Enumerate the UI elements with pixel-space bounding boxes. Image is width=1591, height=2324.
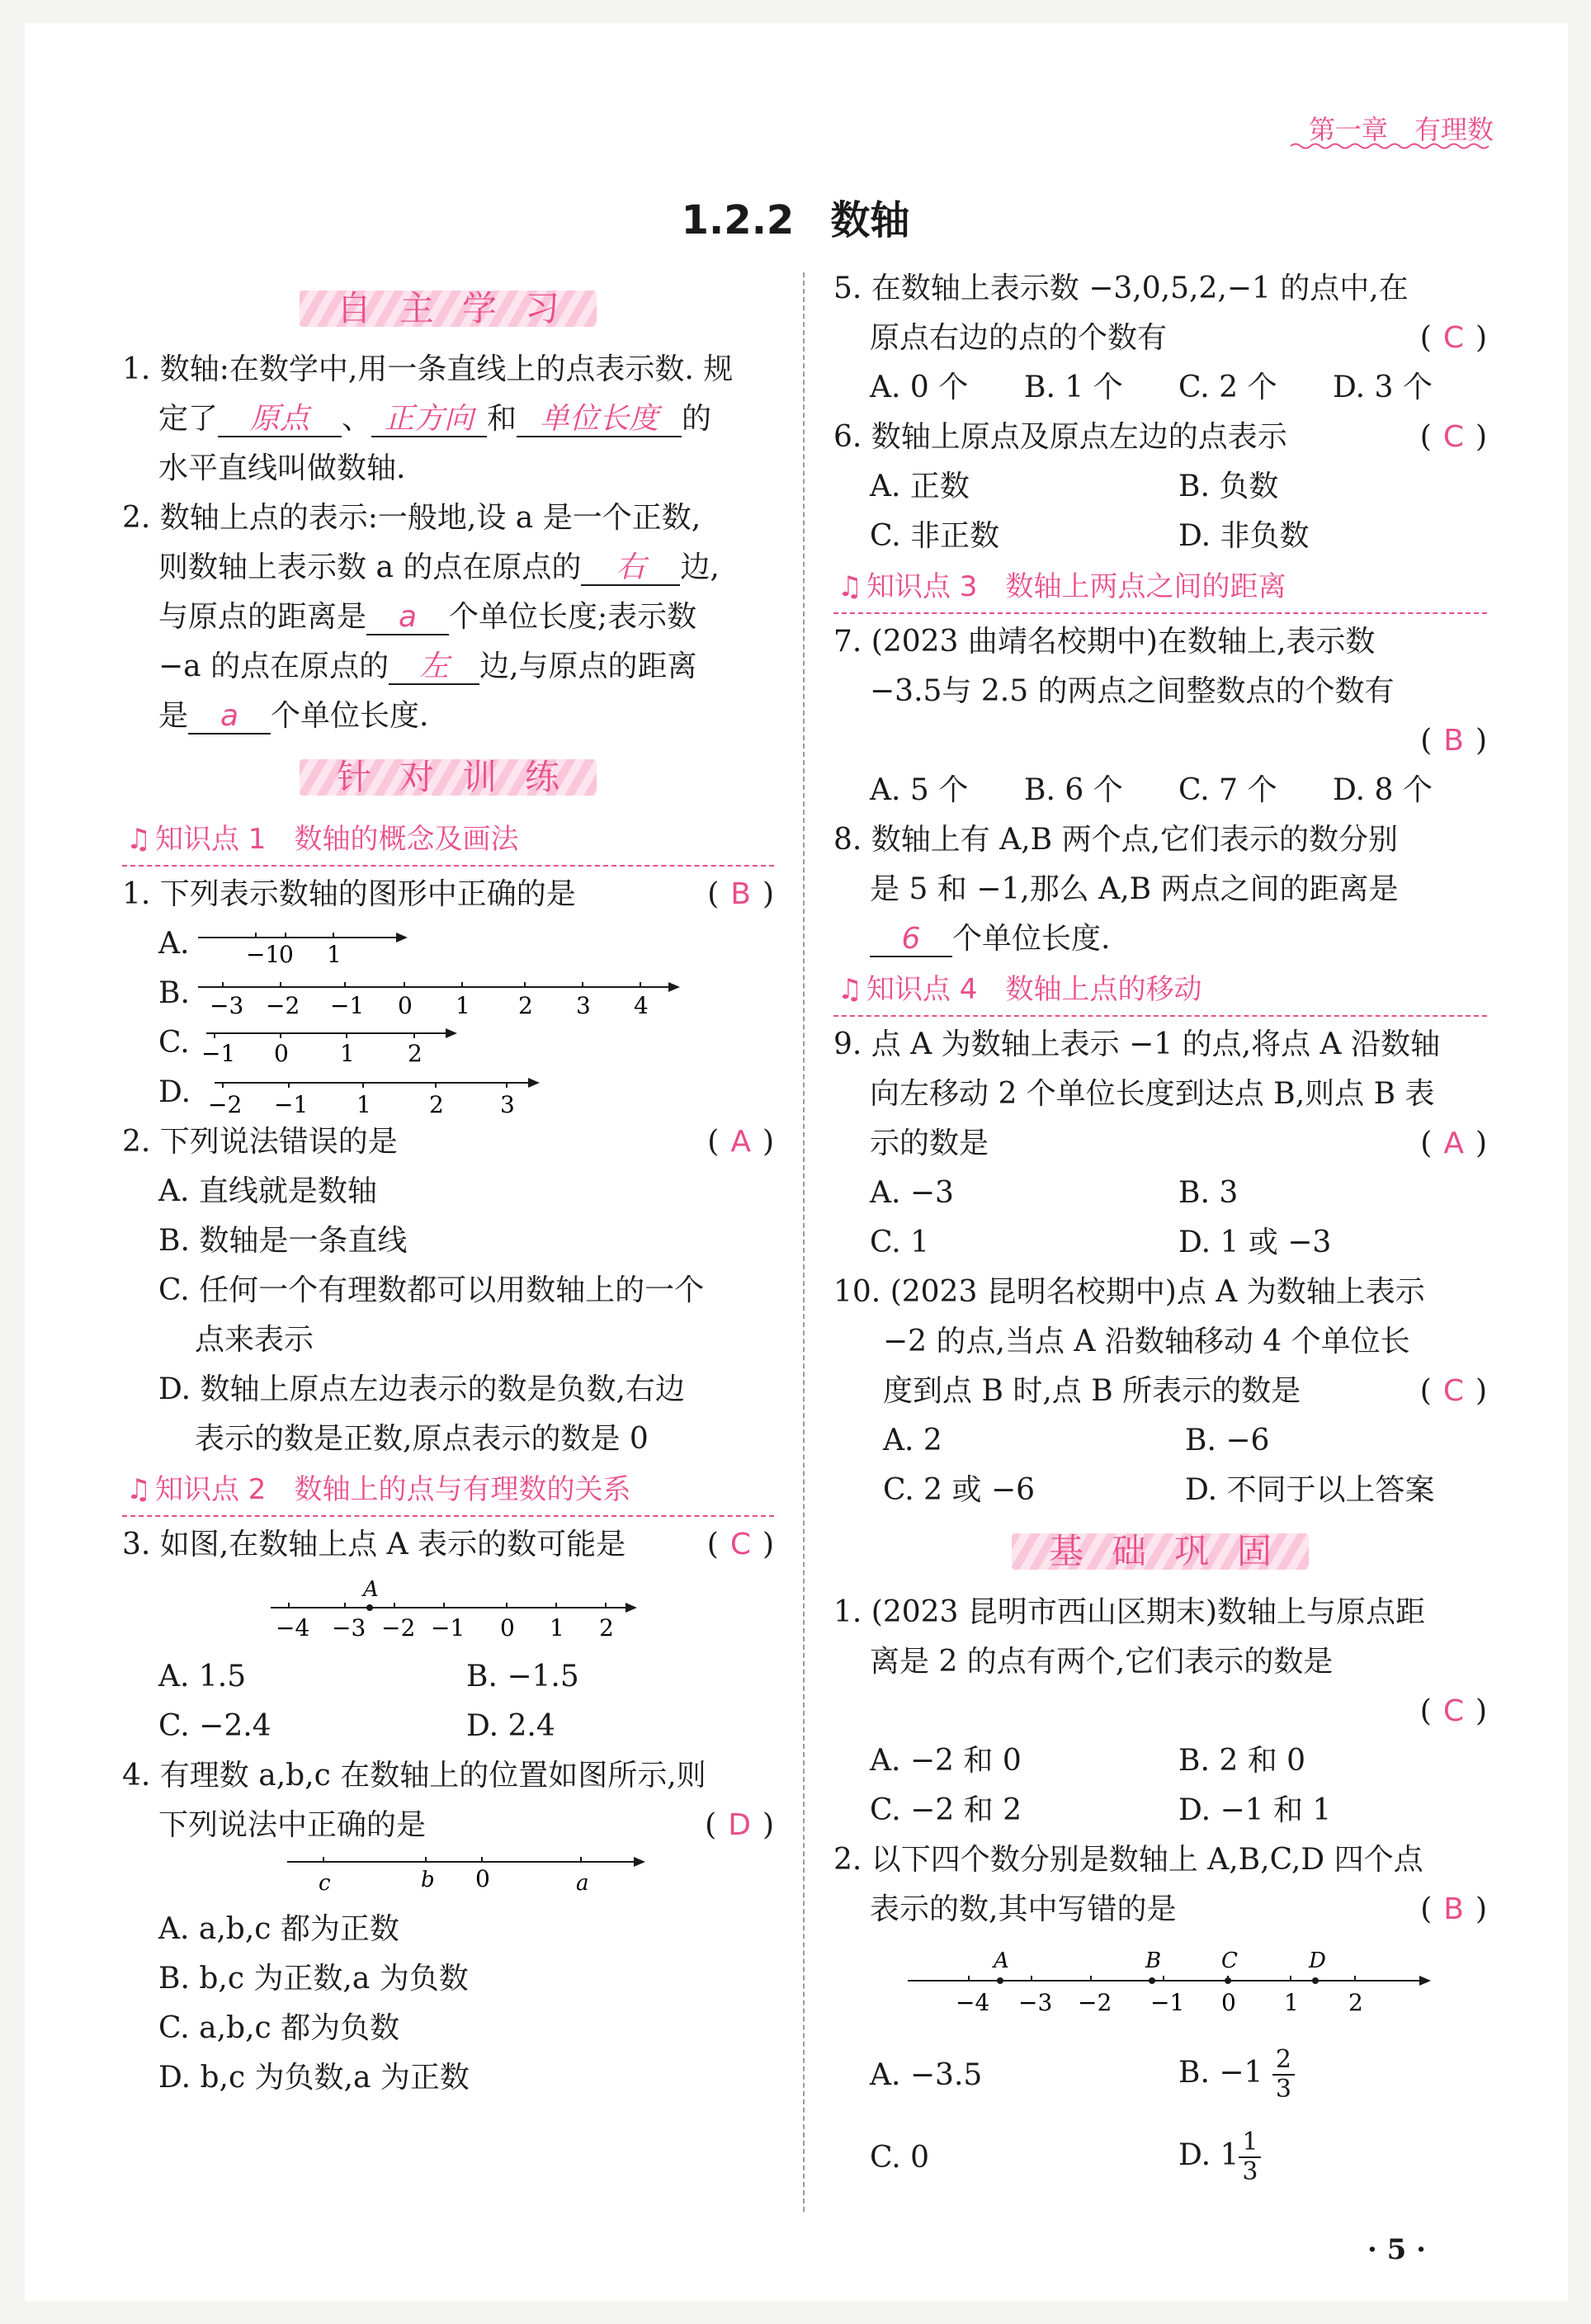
tick-label: 1 xyxy=(1284,1989,1299,2016)
number-line-b2 xyxy=(908,1934,1485,2034)
answer-blank: 正方向 xyxy=(371,403,487,437)
q3-option-c: C. −2.4 xyxy=(158,1709,271,1743)
tick-label: −4 xyxy=(276,1614,310,1641)
q7-option-c: C. 7 个 xyxy=(1178,773,1277,807)
answer-blank: 左 xyxy=(389,650,479,685)
number-line-q4 xyxy=(287,1850,848,1905)
q3-options-ab xyxy=(122,1652,774,1702)
q10-option-c: C. 2 或 −6 xyxy=(883,1473,1036,1507)
right-column xyxy=(833,264,1487,2199)
tick-label: 3 xyxy=(576,992,591,1018)
point-label: C xyxy=(1221,1948,1238,1973)
q10-stem-end: 度到点 B 时,点 B 所表示的数是 ( C ) xyxy=(833,1367,1487,1416)
answer-bracket: ( B ) xyxy=(1420,1892,1487,1926)
b1-stem-cont: 离是 2 的点有两个,它们表示的数是 xyxy=(870,1645,1334,1679)
q8-stem-cont: 是 5 和 −1,那么 A,B 两点之间的距离是 xyxy=(870,872,1399,906)
q7-option-a: A. 5 个 xyxy=(870,773,969,807)
b2-options-ab xyxy=(833,2034,1487,2116)
tick-label: 0 xyxy=(398,992,413,1018)
q1-option-b: B. −3 −2 −1 0 1 2 3 4 xyxy=(122,969,774,1018)
q3-figure xyxy=(122,1570,774,1652)
tick-label: −2 xyxy=(266,992,300,1018)
q4-figure xyxy=(122,1850,774,1905)
answer-blank: 原点 xyxy=(218,403,342,437)
q2-option-c-cont: 点来表示 xyxy=(195,1323,314,1357)
bell-icon: ♫ xyxy=(837,973,863,1006)
q6-option-c: C. 非正数 xyxy=(870,519,1000,553)
point-label: A xyxy=(994,1948,1009,1973)
tick-label: −3 xyxy=(210,992,244,1018)
q10-stem: 10. (2023 昆明名校期中)点 A 为数轴上表示 xyxy=(833,1275,1425,1309)
answer-bracket: ( B ) xyxy=(707,877,774,911)
answer-blank: 右 xyxy=(581,551,680,586)
answer-blank: a xyxy=(366,601,449,635)
answer-bracket: ( C ) xyxy=(1419,321,1487,355)
tick-label: −3 xyxy=(1018,1989,1053,2016)
knowledge-point-2: ♫ 知识点 2 数轴上的点与有理数的关系 xyxy=(122,1464,774,1517)
q6-option-b: B. 负数 xyxy=(1178,470,1279,503)
b1-option-c: C. −2 和 2 xyxy=(870,1793,1022,1827)
point-b xyxy=(1149,1977,1155,1984)
tick-label: −1 xyxy=(201,1040,236,1067)
tick-label: 2 xyxy=(599,1614,614,1641)
q7-stem-cont: −3.5与 2.5 的两点之间整数点的个数有 xyxy=(870,674,1395,708)
q5-option-b: B. 1 个 xyxy=(1024,371,1123,404)
b1-option-b: B. 2 和 0 xyxy=(1178,1744,1306,1778)
b2-option-d: D. 1 $\frac{1}{3}$ xyxy=(1178,2128,1487,2186)
q5-stem-cont: 原点右边的点的个数有 ( C ) xyxy=(833,314,1487,363)
q7-stem: 7. (2023 曲靖名校期中)在数轴上,表示数 xyxy=(833,625,1376,659)
tick-label: 0 xyxy=(500,1614,515,1641)
b2-option-a: A. −3.5 xyxy=(870,2057,983,2092)
q8-stem-end: 6 个单位长度. xyxy=(833,914,1487,964)
q4-option-b: B. b,c 为正数,a 为负数 xyxy=(158,1962,469,1996)
tick-label: 3 xyxy=(500,1091,515,1117)
left-column xyxy=(122,272,774,2103)
q6-options-cd xyxy=(833,512,1487,561)
tick-label: 0 xyxy=(279,941,294,968)
tick-label: −1 xyxy=(431,1614,465,1641)
q2-option-c: C. 任何一个有理数都可以用数轴上的一个 xyxy=(158,1273,705,1307)
q2-stem: 2. 下列说法错误的是 ( A ) xyxy=(122,1117,774,1167)
q3-option-d: D. 2.4 xyxy=(466,1709,555,1743)
q6-option-d: D. 非负数 xyxy=(1178,519,1310,553)
answer-blank: 单位长度 xyxy=(517,403,682,437)
fraction: $\frac{2}{3}$ xyxy=(1272,2046,1295,2104)
tick-label: 1 xyxy=(340,1040,355,1067)
b1-options-ab xyxy=(833,1736,1487,1786)
tick-label: 2 xyxy=(1348,1989,1363,2016)
b2-option-b: B. −1 $\frac{2}{3}$ xyxy=(1178,2046,1487,2104)
number-line-a xyxy=(198,919,759,969)
q9-options-cd xyxy=(833,1218,1487,1268)
q10-options-ab xyxy=(833,1416,1487,1466)
tick-label: 4 xyxy=(634,992,649,1018)
number-line-d xyxy=(198,1068,759,1117)
point-label: B xyxy=(1145,1948,1162,1973)
tick-label: 0 xyxy=(475,1865,490,1892)
q2-option-a: A. 直线就是数轴 xyxy=(158,1174,377,1208)
section-basic: 基础巩固 xyxy=(833,1515,1487,1588)
point-d xyxy=(1312,1977,1319,1984)
point-label: c xyxy=(319,1871,331,1896)
tick-label: −1 xyxy=(1150,1989,1185,2016)
tick-label: −1 xyxy=(330,992,365,1018)
q9-option-d: D. 1 或 −3 xyxy=(1178,1226,1332,1259)
q9-option-c: C. 1 xyxy=(870,1226,930,1259)
q5-stem: 5. 在数轴上表示数 −3,0,5,2,−1 的点中,在 xyxy=(833,272,1409,305)
q10-options-cd xyxy=(833,1466,1487,1515)
answer-bracket: ( C ) xyxy=(1419,1374,1487,1408)
q3-option-a: A. 1.5 xyxy=(158,1660,247,1693)
tick-label: 0 xyxy=(274,1040,289,1067)
tick-label: 1 xyxy=(550,1614,564,1641)
tick-label: 0 xyxy=(1221,1989,1236,2016)
number-line-c xyxy=(198,1018,759,1068)
tick-label: 2 xyxy=(408,1040,423,1067)
point-a xyxy=(997,1977,1003,1984)
q9-stem-cont: 向左移动 2 个单位长度到达点 B,则点 B 表 xyxy=(870,1077,1435,1111)
answer-bracket: ( C ) xyxy=(1419,420,1487,454)
b1-option-d: D. −1 和 1 xyxy=(1178,1793,1332,1827)
q5-options xyxy=(833,363,1487,413)
q4-stem: 4. 有理数 a,b,c 在数轴上的位置如图所示,则 xyxy=(122,1759,706,1793)
b1-answer-line xyxy=(833,1687,1487,1736)
section-self-study: 自主学习 xyxy=(122,272,774,345)
q4-stem-cont: 下列说法中正确的是 ( D ) xyxy=(122,1801,774,1850)
q3-options-cd xyxy=(122,1702,774,1751)
q9-stem-end: 示的数是 ( A ) xyxy=(833,1119,1487,1169)
section-number: 1.2.2 xyxy=(681,197,795,243)
q6-option-a: A. 正数 xyxy=(870,470,970,503)
q-ss1-line3: 水平直线叫做数轴. xyxy=(158,451,406,485)
bell-icon: ♫ xyxy=(125,1473,152,1506)
knowledge-point-4: ♫ 知识点 4 数轴上点的移动 xyxy=(833,964,1487,1017)
q9-options-ab xyxy=(833,1169,1487,1218)
bell-icon: ♫ xyxy=(837,570,863,603)
answer-bracket: ( C ) xyxy=(706,1528,774,1561)
q2-option-d-cont: 表示的数是正数,原点表示的数是 0 xyxy=(195,1422,649,1456)
answer-blank: a xyxy=(188,700,271,735)
tick-label: −1 xyxy=(274,1091,309,1117)
b1-option-a: A. −2 和 0 xyxy=(870,1744,1022,1778)
q7-options xyxy=(833,766,1487,815)
b2-option-c: C. 0 xyxy=(870,2140,930,2175)
q-ss1-line1: 1. 数轴:在数学中,用一条直线上的点表示数. 规 xyxy=(122,352,734,386)
q6-options-ab xyxy=(833,462,1487,512)
q3-option-b: B. −1.5 xyxy=(466,1660,579,1693)
tick-label: −4 xyxy=(956,1989,990,2016)
q9-stem: 9. 点 A 为数轴上表示 −1 的点,将点 A 沿数轴 xyxy=(833,1027,1440,1061)
q1-stem: 1. 下列表示数轴的图形中正确的是 ( B ) xyxy=(122,870,774,919)
q4-option-c: C. a,b,c 都为负数 xyxy=(158,2011,400,2045)
tick-label: −1 xyxy=(246,941,281,968)
point-label: a xyxy=(576,1871,589,1896)
chapter-underline xyxy=(1291,142,1494,150)
tick-label: −3 xyxy=(332,1614,366,1641)
tick-label: 1 xyxy=(456,992,470,1018)
page-title xyxy=(0,188,1591,245)
q2-option-b: B. 数轴是一条直线 xyxy=(158,1224,408,1258)
tick-label: 2 xyxy=(518,992,533,1018)
q4-option-d: D. b,c 为负数,a 为正数 xyxy=(158,2061,470,2095)
q-ss2-line3: 与原点的距离是 a 个单位长度;表示数 xyxy=(158,600,697,634)
answer-bracket: ( A ) xyxy=(1420,1127,1487,1160)
q10-option-a: A. 2 xyxy=(883,1424,942,1457)
q9-option-a: A. −3 xyxy=(870,1176,954,1210)
q10-stem-cont: −2 的点,当点 A 沿数轴移动 4 个单位长 xyxy=(883,1325,1410,1358)
answer-bracket: ( D ) xyxy=(705,1808,774,1842)
q5-option-a: A. 0 个 xyxy=(870,371,969,404)
number-line-q3 xyxy=(271,1570,832,1652)
bell-icon: ♫ xyxy=(125,823,152,856)
tick-label: 1 xyxy=(327,941,342,968)
tick-label: −2 xyxy=(1078,1989,1112,2016)
page-number: · 5 · xyxy=(1367,2233,1426,2266)
section-title: 数轴 xyxy=(830,197,910,243)
q-ss1-line2: 定了 原点 、 正方向 和 单位长度 的 xyxy=(158,402,712,436)
b1-options-cd xyxy=(833,1786,1487,1835)
q5-option-d: D. 3 个 xyxy=(1333,371,1433,404)
q-ss2-line5: 是 a 个单位长度. xyxy=(158,699,429,733)
q1-option-c: C. −1 0 1 2 xyxy=(122,1018,774,1068)
fraction: $\frac{1}{3}$ xyxy=(1239,2128,1261,2186)
q-ss2-line1: 2. 数轴上点的表示:一般地,设 a 是一个正数, xyxy=(122,501,701,535)
point-label: b xyxy=(421,1868,435,1892)
tick-label: 1 xyxy=(356,1091,371,1117)
answer-blank: 6 xyxy=(870,923,952,957)
column-divider xyxy=(803,272,805,2212)
q4-option-a: A. a,b,c 都为正数 xyxy=(158,1912,399,1946)
q2-option-d: D. 数轴上原点左边表示的数是负数,右边 xyxy=(158,1372,685,1406)
q10-option-b: B. −6 xyxy=(1185,1424,1270,1457)
number-line-b xyxy=(198,969,759,1018)
q1-option-d: D. −2 −1 1 2 3 xyxy=(122,1068,774,1117)
section-training: 针对训练 xyxy=(122,741,774,814)
q7-answer-line xyxy=(833,716,1487,766)
q1-option-a: A. −1 0 1 xyxy=(122,919,774,969)
tick-label: 2 xyxy=(429,1091,444,1117)
b2-stem-cont: 表示的数,其中写错的是 ( B ) xyxy=(833,1885,1487,1934)
q7-option-b: B. 6 个 xyxy=(1024,773,1123,807)
tick-label: −2 xyxy=(381,1614,416,1641)
b2-stem: 2. 以下四个数分别是数轴上 A,B,C,D 四个点 xyxy=(833,1843,1423,1877)
point-a xyxy=(366,1604,373,1611)
point-label: D xyxy=(1309,1948,1326,1973)
b1-stem: 1. (2023 昆明市西山区期末)数轴上与原点距 xyxy=(833,1595,1425,1629)
q-ss2-line4: −a 的点在原点的 左 边,与原点的距离 xyxy=(158,649,697,683)
b2-options-cd xyxy=(833,2116,1487,2199)
q3-stem: 3. 如图,在数轴上点 A 表示的数可能是 ( C ) xyxy=(122,1520,774,1570)
q7-option-d: D. 8 个 xyxy=(1333,773,1433,807)
q5-option-c: C. 2 个 xyxy=(1178,371,1277,404)
point-c xyxy=(1225,1977,1231,1984)
knowledge-point-1: ♫ 知识点 1 数轴的概念及画法 xyxy=(122,814,774,867)
b2-figure xyxy=(833,1934,1487,2034)
q-ss2-line2: 则数轴上表示数 a 的点在原点的 右 边, xyxy=(158,550,720,584)
chapter-header: 第一章 有理数 xyxy=(1308,114,1494,145)
answer-bracket: ( B ) xyxy=(1420,724,1487,758)
point-label: A xyxy=(363,1577,379,1602)
q6-stem: 6. 数轴上原点及原点左边的点表示 ( C ) xyxy=(833,413,1487,462)
q9-option-b: B. 3 xyxy=(1178,1176,1239,1210)
q10-option-d: D. 不同于以上答案 xyxy=(1185,1473,1435,1507)
knowledge-point-3: ♫ 知识点 3 数轴上两点之间的距离 xyxy=(833,561,1487,614)
answer-bracket: ( A ) xyxy=(707,1125,774,1159)
tick-label: −2 xyxy=(208,1091,243,1117)
q8-stem: 8. 数轴上有 A,B 两个点,它们表示的数分别 xyxy=(833,823,1399,857)
answer-bracket: ( C ) xyxy=(1419,1694,1487,1728)
